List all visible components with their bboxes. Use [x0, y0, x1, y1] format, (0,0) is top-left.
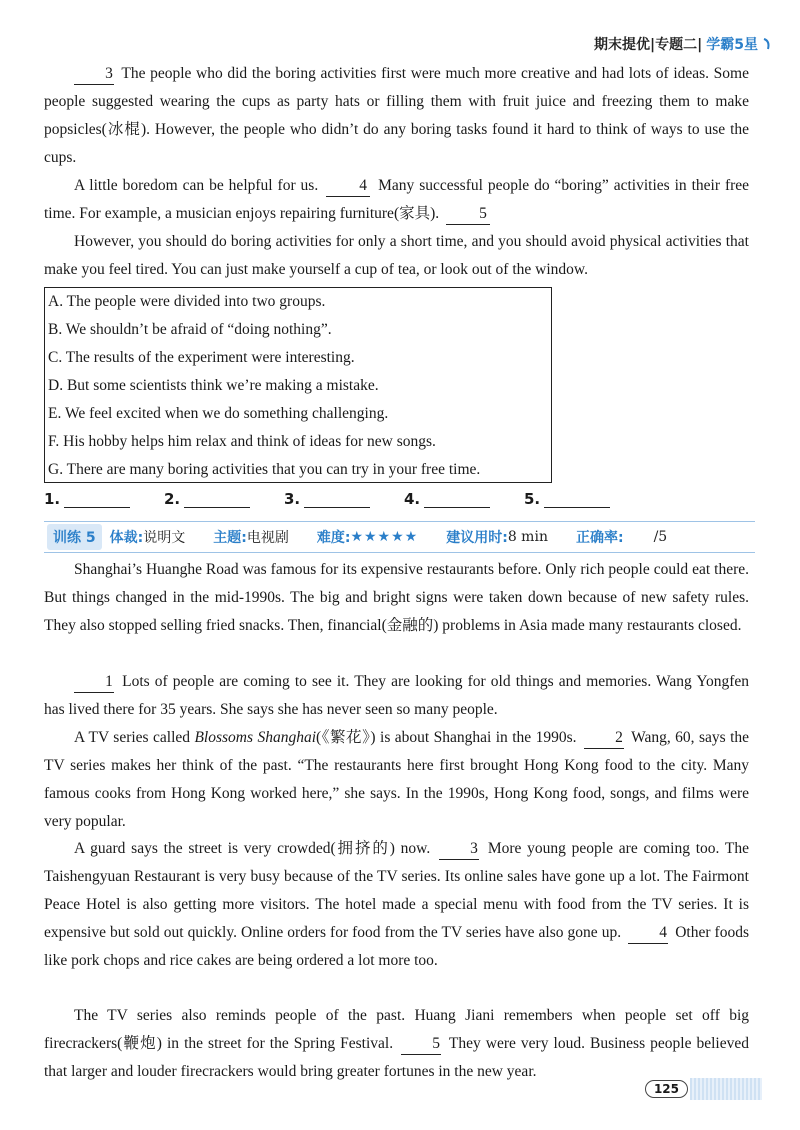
- genre-value: 说明文: [143, 530, 186, 546]
- accuracy-label: 正确率:: [575, 530, 624, 546]
- option-g: G. There are many boring activities that you can try in your free time.: [48, 461, 481, 478]
- blank-1[interactable]: 1: [74, 672, 114, 693]
- passage2-paragraph3: A TV series called Blossoms Shanghai(《繁花》) is about Shanghai in the 1990s. 2 Wang, 60, says the TV series makes her think of the past. “The restaurants here first brought Hong Kong food to the city. Many famous cooks from Hong Kong worked here,” she says. In the 1990s, Hong Kong food, songs, and films were very popular.: [44, 729, 750, 830]
- option-d: D. But some scientists think we’re making a mistake.: [48, 377, 379, 394]
- topic-label: 主题:: [213, 530, 247, 546]
- option-e: E. We feel excited when we do something challenging.: [48, 405, 389, 422]
- blank-3b[interactable]: 3: [439, 839, 479, 860]
- blank-3[interactable]: 3: [74, 64, 114, 85]
- genre-label: 体裁:: [109, 530, 144, 546]
- options-box: [44, 287, 552, 483]
- time-label: 建议用时:: [446, 530, 508, 546]
- difficulty-label: 难度:: [316, 530, 351, 546]
- answer-5[interactable]: 5.: [524, 490, 644, 508]
- page-number-label: 125: [645, 1080, 688, 1098]
- passage1-paragraph3: However, you should do boring activities for only a short time, and you should avoid physical activities that make you feel tired. You can just make yourself a cup of tea, or look out of the window.: [44, 233, 749, 278]
- option-c: C. The results of the experiment were interesting.: [48, 349, 355, 366]
- blank-5b[interactable]: 5: [401, 1034, 441, 1055]
- time-value: 8 min: [507, 529, 548, 545]
- passage1-paragraph1: 3 The people who did the boring activities first were much more creative and had lots of ideas. Some people suggested wearing the cups as party hats or filling them with fruit juice and freezing them to make popsicles(冰棍). However, the people who didn’t do any boring tasks found it hard to think of ways to use the cups.: [44, 65, 749, 166]
- option-f: F. His hobby helps him relax and think of ideas for new songs.: [48, 433, 436, 450]
- page-number: [645, 1078, 762, 1100]
- answer-row: [44, 490, 644, 508]
- brand-swoosh-icon: [762, 37, 772, 51]
- option-a: A. The people were divided into two groups.: [48, 293, 326, 310]
- answer-1[interactable]: 1.: [44, 490, 164, 508]
- training-tag: 训练 5: [47, 524, 102, 550]
- accuracy-value: /5: [653, 529, 668, 545]
- answer-2[interactable]: 2.: [164, 490, 284, 508]
- difficulty-stars-icon: ★★★★★: [350, 529, 419, 545]
- blank-5[interactable]: 5: [446, 204, 490, 225]
- page-strip-decoration: [690, 1078, 762, 1100]
- header-section: 期末提优|专题二|: [594, 37, 703, 53]
- option-b: B. We shouldn’t be afraid of “doing nothing”.: [48, 321, 332, 338]
- blank-2[interactable]: 2: [584, 728, 624, 749]
- page-header: [594, 34, 772, 54]
- passage2-paragraph1: Shanghai’s Huanghe Road was famous for its expensive restaurants before. Only rich people could eat there. But things changed in the mid-1990s. The big and bright signs were taken down because of new safety rules. They also stopped selling fried snacks. Then, financial(金融的) problems in Asia made many restaurants closed.: [44, 561, 749, 634]
- tv-series-title: Blossoms Shanghai: [194, 729, 316, 746]
- passage2-paragraph4: A guard says the street is very crowded(拥挤的) now. 3 More young people are coming too. The Taishengyuan Restaurant is very busy because of the TV series. Its online sales have gone up a lot. The Fairmont Peace Hotel is also getting more visitors. The hotel made a special menu with food from the TV series. It is expensive but sold out quickly. Online orders for food from the TV series have also gone up. 4 Other foods like pork chops and rice cakes are being ordered a lot more too.: [44, 840, 750, 969]
- training-info-bar: [44, 521, 755, 553]
- blank-4[interactable]: 4: [326, 176, 370, 197]
- blank-4b[interactable]: 4: [628, 923, 668, 944]
- passage2-paragraph5: The TV series also reminds people of the past. Huang Jiani remembers when people set off big firecrackers(鞭炮) in the street for the Spring Festival. 5 They were very loud. Business people believed that larger and louder firecrackers would bring greater fortunes in the new year.: [44, 1007, 749, 1080]
- passage1-paragraph2: A little boredom can be helpful for us. 4 Many successful people do “boring” activities in their free time. For example, a musician enjoys repairing furniture(家具). 5: [44, 172, 749, 228]
- passage2-paragraph2: 1 Lots of people are coming to see it. They are looking for old things and memories. Wang Yongfen has lived there for 35 years. She says she has never seen so many people.: [44, 673, 749, 718]
- topic-value: 电视剧: [246, 530, 289, 546]
- header-brand: 学霸5星: [706, 37, 758, 53]
- answer-3[interactable]: 3.: [284, 490, 404, 508]
- answer-4[interactable]: 4.: [404, 490, 524, 508]
